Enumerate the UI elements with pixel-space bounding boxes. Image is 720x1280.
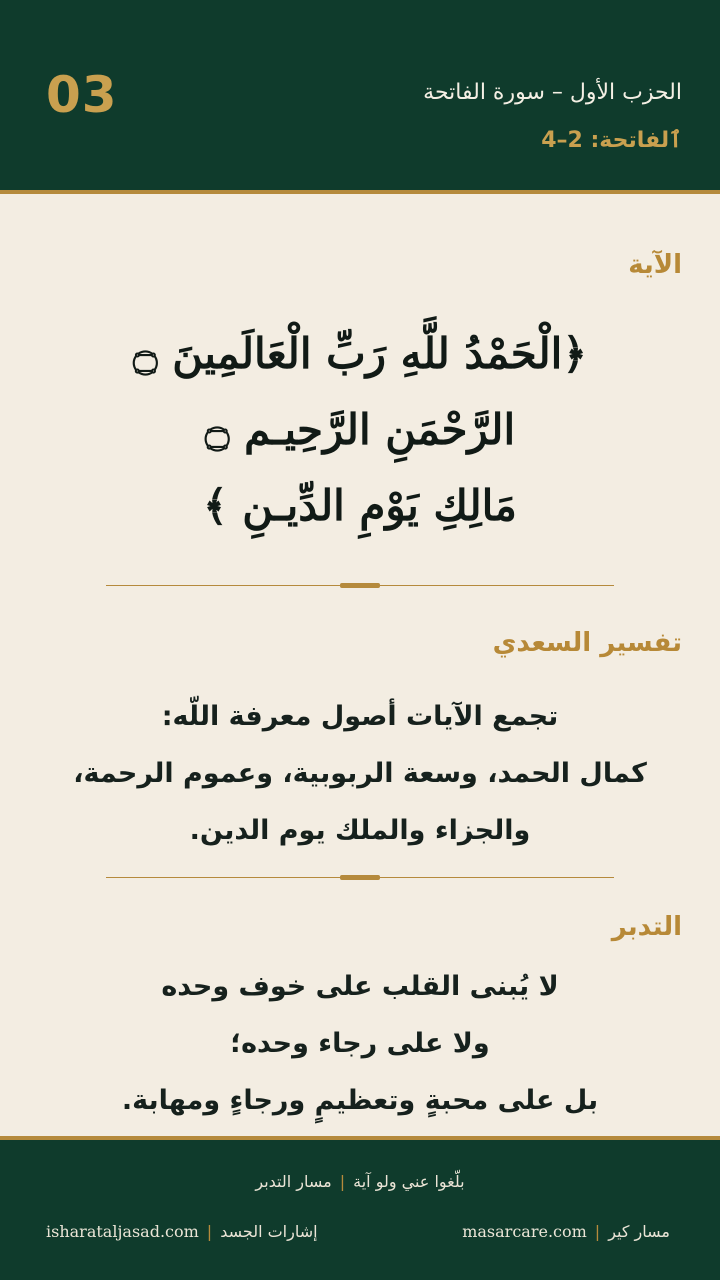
tafsir-line-1: تجمع الآيات أصول معرفة اللّه: — [161, 701, 559, 732]
tafsir-text — [60, 688, 660, 859]
quran-verse — [0, 316, 720, 544]
tadabbur-line-2: ولا على رجاء وحده؛ — [230, 1028, 490, 1059]
separator: | — [594, 1222, 601, 1241]
separator: | — [206, 1222, 213, 1241]
tafsir-line-2: كمال الحمد، وسعة الربوبية، وعموم الرحمة، — [73, 758, 647, 789]
tadabbur-line-1: لا يُبنى القلب على خوف وحده — [161, 971, 559, 1002]
tadabbur-line-3: بل على محبةٍ وتعظيمٍ ورجاءٍ ومهابة. — [121, 1085, 599, 1116]
section-divider — [106, 871, 614, 885]
verse-line-3: مَالِكِ يَوْمِ الدِّيـنِ ﴾ — [203, 481, 517, 530]
tafsir-section-label: تفسير السعدي — [492, 628, 682, 658]
card-number: 03 — [46, 66, 118, 124]
motto-text: بلّغوا عني ولو آية — [353, 1172, 465, 1191]
brand-url-link[interactable]: isharataljasad.com — [46, 1222, 199, 1241]
verse-line-2: الرَّحْمَنِ الرَّحِيـم ۝ — [204, 405, 516, 454]
section-divider — [106, 579, 614, 593]
footer-motto — [0, 1172, 720, 1191]
program-name: مسار التدبر — [255, 1172, 332, 1191]
page-header — [0, 0, 720, 194]
tadabbur-text — [60, 958, 660, 1129]
separator: | — [339, 1172, 346, 1191]
brand-url-link[interactable]: masarcare.com — [462, 1222, 587, 1241]
verse-reference: ٱلفاتحة: 2–4 — [541, 128, 682, 153]
page-footer — [0, 1136, 720, 1280]
tadabbur-section-label: التدبر — [611, 912, 682, 942]
tafsir-line-3: والجزاء والملك يوم الدين. — [189, 815, 531, 846]
brand-name: إشارات الجسد — [220, 1222, 318, 1241]
verse-section-label: الآية — [628, 250, 682, 280]
verse-line-1: ﴿الْحَمْدُ للَّهِ رَبِّ الْعَالَمِينَ ۝ — [133, 329, 587, 378]
brand-masarcare — [462, 1222, 670, 1241]
surah-title: الحزب الأول – سورة الفاتحة — [423, 80, 682, 105]
brand-isharataljasad — [46, 1222, 318, 1241]
brand-name: مسار كير — [608, 1222, 670, 1241]
